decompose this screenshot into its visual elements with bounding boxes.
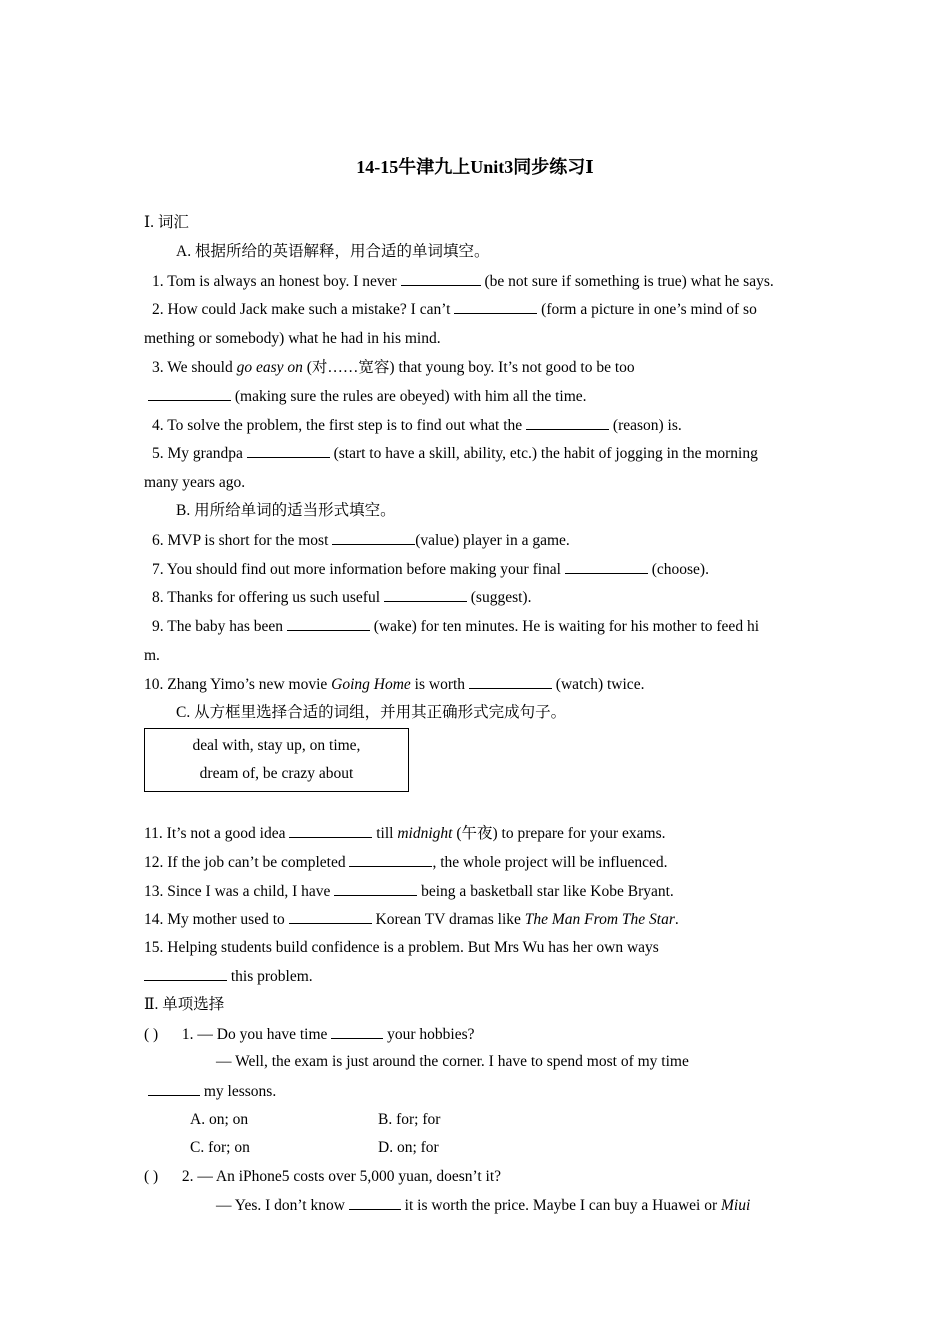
mc-question-1-reply: — Well, the exam is just around the corner. I have to spend most of my time [216,1053,689,1070]
q10-text-c: (watch) twice. [551,676,645,693]
q14-italic-title: The Man From The Star [524,911,675,928]
mc-question-1 [144,1024,814,1045]
section1-heading: Ⅰ. 词汇 [144,214,189,231]
phrase-box [144,728,409,792]
answer-blank[interactable] [384,587,467,602]
mc1-option-d: D. on; for [378,1139,439,1156]
q12-text-a: 12. If the job can’t be completed [144,854,350,871]
question-2 [152,299,822,320]
answer-blank[interactable] [144,966,227,981]
question-9 [152,616,822,637]
q14-text-b: Korean TV dramas like [371,911,525,928]
mc-question-1-reply-cont [148,1081,818,1102]
q10-text-b: is worth [410,676,469,693]
question-12 [144,852,814,873]
answer-blank[interactable] [401,271,481,286]
question-10 [144,674,814,695]
answer-blank[interactable] [349,852,432,867]
question-14 [144,909,814,930]
q8-text-a: 8. Thanks for offering us such useful [152,589,384,606]
q7-text-a: 7. You should find out more information before making your final [152,561,565,578]
q8-text-b: (suggest). [466,589,532,606]
q6-text-b: (value) player in a game. [415,532,570,549]
q5-text-b: (start to have a skill, ability, etc.) the habit of jogging in the morning [329,445,758,462]
answer-blank[interactable] [469,674,552,689]
answer-blank[interactable] [289,823,372,838]
q7-text-b: (choose). [647,561,709,578]
section2-heading: Ⅱ. 单项选择 [144,996,225,1013]
question-2-cont: mething or somebody) what he had in his mind. [144,330,441,347]
q1-text-b: (be not sure if something is true) what he says. [480,273,774,290]
q10-text-a: 10. Zhang Yimo’s new movie [144,676,332,693]
mc2-text-a: 2. — An iPhone5 costs over 5,000 yuan, doesn’t it? [178,1168,502,1185]
q15-text-b: this problem. [227,968,313,985]
question-15: 15. Helping students build confidence is a problem. But Mrs Wu has her own ways [144,939,659,956]
q13-text-b: being a basketball star like Kobe Bryant. [417,883,674,900]
answer-blank[interactable] [349,1195,401,1210]
question-4 [152,415,822,436]
q5-text-a: 5. My grandpa [152,445,247,462]
q2-text-a: 2. How could Jack make such a mistake? I can’t [152,301,455,318]
answer-blank[interactable] [331,1024,383,1039]
phrase-box-line-2: dream of, be crazy about [199,765,354,782]
question-6 [152,530,822,551]
q11-italic-word: midnight [397,825,453,842]
q9-text-a: 9. The baby has been [152,618,287,635]
q4-text-a: 4. To solve the problem, the first step is to find out what the [152,417,527,434]
phrase-box-line-1: deal with, stay up, on time, [192,737,361,754]
answer-paren[interactable]: ( ) [144,1026,159,1043]
q10-italic-title: Going Home [331,676,411,693]
question-3 [152,358,822,378]
q1-text-a: 1. Tom is always an honest boy. I never [152,273,401,290]
question-7 [152,559,822,580]
question-13 [144,881,814,902]
q6-text-a: 6. MVP is short for the most [152,532,333,549]
mc-question-2-reply [216,1195,886,1216]
part-a-instruction: A. 根据所给的英语解释，用合适的单词填空。 [176,243,490,260]
q2-text-b: (form a picture in one’s mind of so [537,301,757,318]
answer-blank[interactable] [148,386,231,401]
part-c-instruction: C. 从方框里选择合适的词组，并用其正确形式完成句子。 [176,704,567,721]
question-5-cont: many years ago. [144,474,246,491]
answer-blank[interactable] [332,530,415,545]
q11-text-b: till [372,825,398,842]
question-3-cont [148,386,818,407]
question-11 [144,823,814,844]
q14-text-c: . [674,911,679,928]
part-b-instruction: B. 用所给单词的适当形式填空。 [176,502,396,519]
mc1-option-a: A. on; on [190,1111,249,1128]
q3-text-a: 3. We should [152,359,237,376]
question-8 [152,587,822,608]
mc2-italic-brand: Miui [721,1197,751,1214]
mc1-text-b: your hobbies? [383,1026,475,1043]
answer-blank[interactable] [289,909,372,924]
q12-text-b: , the whole project will be influenced. [432,854,668,871]
q3-text-b: (对……宽容) that young boy. It’s not good to be too [302,359,635,376]
q3-text-c: (making sure the rules are obeyed) with him all the time. [231,388,587,405]
mc-question-2 [144,1167,814,1187]
mc1-text-a: 1. — Do you have time [178,1026,332,1043]
answer-blank[interactable] [565,559,648,574]
mc2-text-b: — Yes. I don’t know [216,1197,349,1214]
answer-blank[interactable] [526,415,609,430]
q9-text-b: (wake) for ten minutes. He is waiting for his mother to feed hi [369,618,759,635]
mc1-option-c: C. for; on [190,1139,250,1156]
mc1-text-d: my lessons. [200,1083,277,1100]
question-9-cont: m. [144,647,160,664]
question-5 [152,443,822,464]
answer-blank[interactable] [247,443,330,458]
q11-text-c: (午夜) to prepare for your exams. [452,825,666,842]
answer-blank[interactable] [287,616,370,631]
q11-text-a: 11. It’s not a good idea [144,825,290,842]
answer-paren[interactable]: ( ) [144,1168,159,1185]
question-15-cont [144,966,814,987]
question-1 [152,271,822,292]
q14-text-a: 14. My mother used to [144,911,289,928]
mc1-option-b: B. for; for [378,1111,441,1128]
mc2-text-c: it is worth the price. Maybe I can buy a Huawei or [400,1197,722,1214]
answer-blank[interactable] [454,299,537,314]
q13-text-a: 13. Since I was a child, I have [144,883,335,900]
q3-italic-phrase: go easy on [236,359,303,376]
answer-blank[interactable] [148,1081,200,1096]
answer-blank[interactable] [334,881,417,896]
q4-text-b: (reason) is. [609,417,682,434]
page-title: 14-15牛津九上Unit3同步练习Ⅰ [356,157,594,177]
